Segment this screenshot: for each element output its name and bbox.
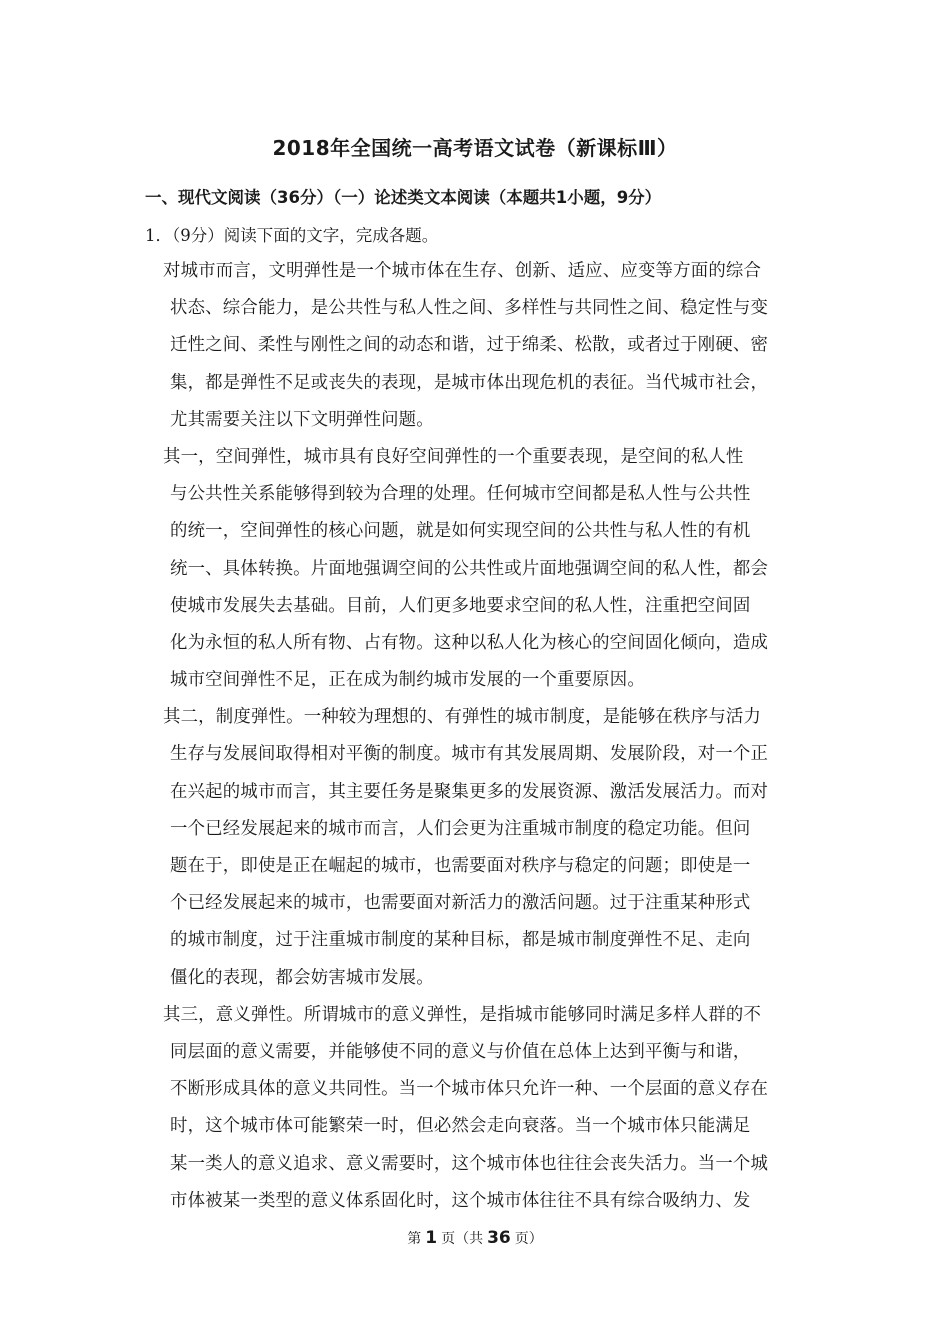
passage-line: 市体被某一类型的意义体系固化时，这个城市体往往不具有综合吸纳力、发	[170, 1190, 751, 1211]
footer-middle: 页（共	[441, 1231, 484, 1247]
passage-line: 化为永恒的私人所有物、占有物。这种以私人化为核心的空间固化倾向，造成	[170, 632, 769, 653]
passage-line: 一个已经发展起来的城市而言，人们会更为注重城市制度的稳定功能。但问	[170, 818, 751, 839]
footer-suffix: 页）	[514, 1231, 543, 1247]
page-title: 2018年全国统一高考语文试卷（新课标Ⅲ）	[272, 136, 678, 160]
passage-line: 状态、综合能力，是公共性与私人性之间、多样性与共同性之间、稳定性与变	[170, 298, 769, 319]
passage-line: 不断形成具体的意义共同性。当一个城市体只允许一种、一个层面的意义存在	[170, 1079, 769, 1100]
passage-line: 某一类人的意义追求、意义需要时，这个城市体也往往会丧失活力。当一个城	[170, 1153, 769, 1174]
passage-line: 生存与发展间取得相对平衡的制度。城市有其发展周期、发展阶段，对一个正	[170, 744, 769, 765]
passage-line: 时，这个城市体可能繁荣一时，但必然会走向衰落。当一个城市体只能满足	[170, 1116, 751, 1137]
section-heading: 一、现代文阅读（36分）（一）论述类文本阅读（本题共1小题，9分）	[145, 188, 662, 207]
passage-line: 其二，制度弹性。一种较为理想的、有弹性的城市制度，是能够在秩序与活力	[163, 707, 762, 728]
page-footer	[0, 1228, 950, 1249]
footer-prefix: 第	[407, 1231, 422, 1247]
passage-line: 集，都是弹性不足或丧失的表现，是城市体出现危机的表征。当代城市社会，	[170, 372, 769, 393]
passage-line: 其一，空间弹性，城市具有良好空间弹性的一个重要表现，是空间的私人性	[163, 446, 744, 467]
passage-line: 与公共性关系能够得到较为合理的处理。任何城市空间都是私人性与公共性	[170, 484, 751, 505]
passage-line: 迁性之间、柔性与刚性之间的动态和谐，过于绵柔、松散，或者过于刚硬、密	[170, 335, 769, 356]
footer-page-number: 1	[425, 1228, 438, 1248]
passage-line: 其三，意义弹性。所谓城市的意义弹性，是指城市能够同时满足多样人群的不	[163, 1004, 762, 1025]
passage-line: 僵化的表现，都会妨害城市发展。	[170, 967, 434, 988]
passage-line: 城市空间弹性不足，正在成为制约城市发展的一个重要原因。	[170, 670, 645, 691]
passage-line: 的统一，空间弹性的核心问题，就是如何实现空间的公共性与私人性的有机	[170, 521, 751, 542]
footer-total-pages: 36	[487, 1228, 511, 1248]
passage-line: 尤其需要关注以下文明弹性问题。	[170, 409, 434, 430]
passage-line: 的城市制度，过于注重城市制度的某种目标，都是城市制度弹性不足、走向	[170, 930, 751, 951]
passage-line: 同层面的意义需要，并能够使不同的意义与价值在总体上达到平衡与和谐，	[170, 1041, 751, 1062]
passage-line: 个已经发展起来的城市，也需要面对新活力的激活问题。过于注重某种形式	[170, 893, 751, 914]
passage-line: 在兴起的城市而言，其主要任务是聚集更多的发展资源、激活发展活力。而对	[170, 781, 769, 802]
passage-line: 统一、具体转换。片面地强调空间的公共性或片面地强调空间的私人性，都会	[170, 558, 769, 579]
passage-line: 题在于，即使是正在崛起的城市，也需要面对秩序与稳定的问题；即使是一	[170, 856, 751, 876]
passage-text	[0, 257, 950, 1224]
passage-line: 使城市发展失去基础。目前，人们更多地要求空间的私人性，注重把空间固	[170, 595, 751, 616]
question-prompt: 1．（9分）阅读下面的文字，完成各题。	[145, 226, 439, 245]
passage-line: 对城市而言，文明弹性是一个城市体在生存、创新、适应、应变等方面的综合	[163, 261, 762, 281]
